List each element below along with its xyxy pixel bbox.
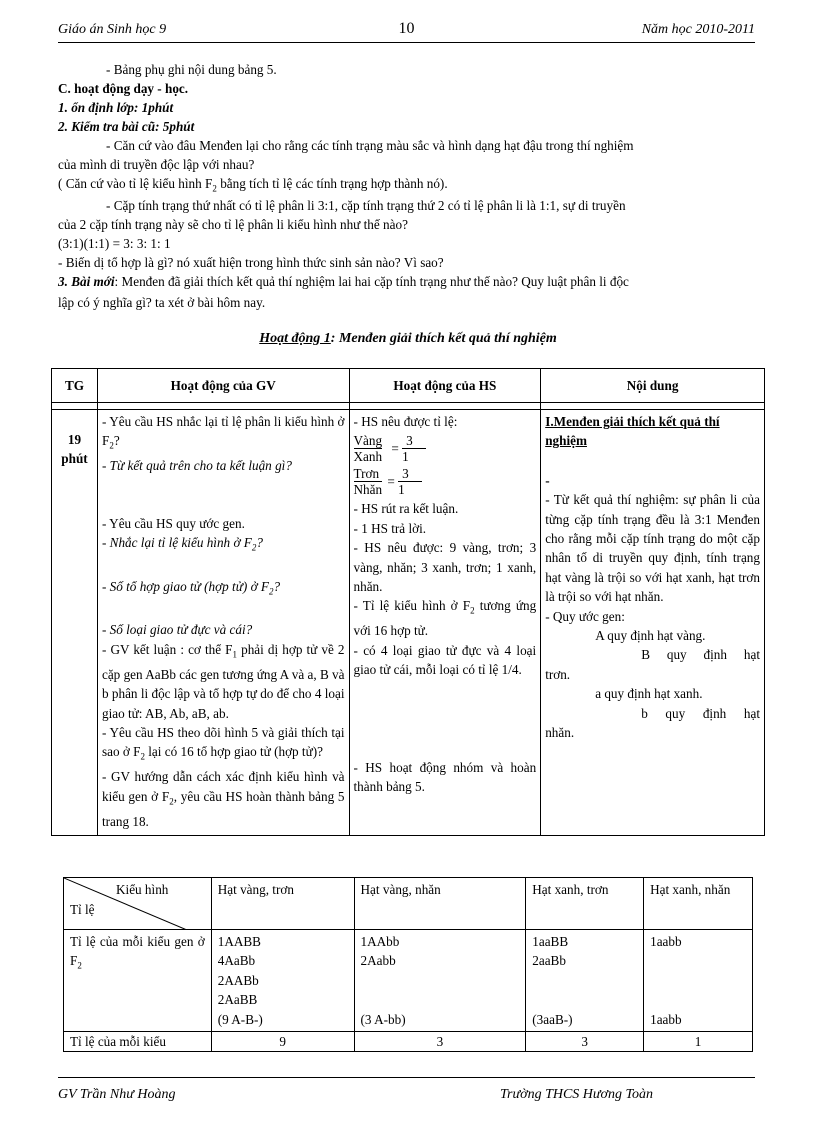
genotype-cell bbox=[526, 930, 644, 1032]
intro-line: - Căn cứ vào đâu Menđen lại cho rằng các tính trạng màu sắc và hình dạng hạt đậu trong thí nghiệm bbox=[106, 138, 634, 153]
col-header: Hạt vàng, trơn bbox=[211, 878, 354, 930]
fraction bbox=[354, 433, 383, 464]
col-header: Hạt vàng, nhăn bbox=[354, 878, 526, 930]
genotype: 1aabb bbox=[650, 934, 682, 949]
text: ( Căn cứ vào tỉ lệ kiểu hình F bbox=[58, 176, 213, 191]
col-header: Hạt xanh, nhăn bbox=[644, 878, 753, 930]
gv-line bbox=[102, 640, 345, 723]
ratio-fraction bbox=[354, 466, 537, 497]
hs-line: - HS hoạt động nhóm và hoàn thành bảng 5. bbox=[353, 759, 537, 795]
step-heading: 2. Kiểm tra bài cũ: 5phút bbox=[58, 119, 195, 134]
content-line: B quy định hạt bbox=[641, 647, 760, 663]
text: kiểu hình ở F bbox=[101, 414, 345, 449]
fraction bbox=[398, 466, 422, 497]
row-label bbox=[64, 930, 212, 1032]
hs-line: - có 4 loại giao tử đực và 4 loại giao tử cái, mỗi loại có tỉ lệ 1/4. bbox=[353, 642, 537, 678]
content-line: b quy định hạt bbox=[641, 705, 760, 721]
fraction: = bbox=[391, 441, 399, 457]
genotype: 2Aabb bbox=[360, 953, 396, 969]
genotype-sum: (3aaB-) bbox=[532, 1011, 573, 1027]
header-year: Năm học 2010-2011 bbox=[641, 22, 755, 37]
time-unit: phút bbox=[61, 451, 88, 467]
gv-line bbox=[102, 723, 345, 767]
step-heading: 3. Bài mới bbox=[58, 274, 115, 289]
genotype: 2AABb bbox=[217, 972, 259, 988]
text: : Menđen đã giải thích kết quả thí nghiệm lai hai cặp tính trạng như thế nào? Quy luật phân li độc bbox=[114, 274, 629, 289]
text: ? bbox=[256, 535, 263, 551]
fraction bbox=[354, 466, 383, 497]
genotype-cell bbox=[354, 930, 526, 1032]
subscript: 2 bbox=[212, 183, 217, 194]
denominator: Nhăn bbox=[353, 482, 383, 498]
intro-line: của 2 cặp tính trạng này sẽ cho tỉ lệ phân li kiểu hình như thế nào? bbox=[58, 217, 408, 232]
content-dash: - bbox=[545, 472, 550, 488]
content-cell bbox=[541, 410, 765, 836]
genotype: 2aaBb bbox=[532, 953, 566, 969]
col-header: Hoạt động của GV bbox=[97, 369, 349, 403]
text: - Yêu cầu HS theo dõi hình 5 và giải thích tại sao ở F bbox=[101, 725, 345, 760]
header-subject: Giáo án Sinh học 9 bbox=[58, 22, 167, 37]
gv-line: - Yêu cầu HS quy ước gen. bbox=[101, 515, 245, 531]
page-number: 10 bbox=[398, 20, 415, 37]
gv-line: - Số loại giao tử đực và cái? bbox=[101, 622, 253, 638]
text: ? bbox=[273, 579, 281, 595]
content-line: nhăn. bbox=[545, 725, 575, 741]
subscript: 2 bbox=[268, 586, 274, 597]
text: tương ứng với 16 hợp tử. bbox=[353, 598, 537, 639]
numerator: 3 bbox=[402, 433, 426, 449]
genotype-sum: (9 A-B-) bbox=[217, 1011, 263, 1027]
activity-table bbox=[51, 368, 765, 836]
content-line: trơn. bbox=[545, 666, 571, 682]
genotype: 1AABB bbox=[217, 934, 261, 949]
footer-teacher: GV Trần Như Hoàng bbox=[58, 1087, 176, 1102]
subscript: 2 bbox=[77, 961, 82, 972]
ratio-cell: 3 bbox=[354, 1032, 526, 1052]
intro-line bbox=[58, 272, 755, 291]
hs-line: - HS rút ra kết luận. bbox=[353, 501, 459, 517]
intro-line: - Biến dị tổ hợp là gì? nó xuất hiện trong hình thức sinh sản nào? Vì sao? bbox=[58, 255, 444, 270]
denominator: 1 bbox=[398, 482, 405, 498]
corner-cell bbox=[64, 878, 212, 930]
text: bằng tích tỉ lệ các tính trạng hợp thành nó). bbox=[216, 176, 448, 191]
hs-line: - HS nêu được: 9 vàng, trơn; 3 vàng, nhăn; 3 xanh, trơn; 1 xanh, nhăn. bbox=[353, 540, 537, 595]
subscript: 1 bbox=[232, 649, 238, 660]
intro-line: của mình di truyền độc lập với nhau? bbox=[58, 157, 255, 172]
subscript: 2 bbox=[251, 542, 257, 553]
subscript: 2 bbox=[109, 441, 114, 452]
content-line: - Quy ước gen: bbox=[545, 608, 625, 624]
intro-line: (3:1)(1:1) = 3: 3: 1: 1 bbox=[58, 236, 171, 251]
row-label: Tỉ lệ của mỗi kiểu bbox=[64, 1032, 212, 1052]
text: - GV hướng dẫn cách xác định kiểu hình và kiểu gen ở F bbox=[101, 769, 345, 804]
page-footer bbox=[58, 1077, 755, 1108]
ratio-fraction bbox=[354, 433, 537, 464]
col-header: Hạt xanh, trơn bbox=[526, 878, 644, 930]
teacher-activity bbox=[97, 410, 349, 836]
content-title: I.Menđen giải thích kết quả thí nghiệm bbox=[545, 414, 720, 449]
text: - Tỉ lệ kiểu hình ở F bbox=[353, 598, 471, 614]
genotype-sum: 1aabb bbox=[650, 1011, 682, 1027]
content-line: a quy định hạt xanh. bbox=[595, 686, 703, 702]
hs-line: - HS nêu được tỉ lệ: bbox=[353, 414, 458, 429]
ratio-cell: 9 bbox=[211, 1032, 354, 1052]
genotype: 1AAbb bbox=[360, 934, 400, 949]
denominator: 1 bbox=[402, 449, 409, 465]
ratio-cell: 1 bbox=[644, 1032, 753, 1052]
step-heading: 1. ổn định lớp: 1phút bbox=[58, 100, 174, 115]
subscript: 2 bbox=[140, 752, 145, 763]
text: lại có 16 tổ hợp giao tử (hợp tử)? bbox=[144, 744, 323, 760]
student-activity bbox=[349, 410, 541, 836]
fraction: = bbox=[387, 474, 395, 490]
fraction bbox=[402, 433, 426, 464]
genotype: 2AaBB bbox=[217, 992, 258, 1008]
intro-line: lập có ý nghĩa gì? ta xét ở bài hôm nay. bbox=[58, 295, 266, 310]
genotype: 4AaBb bbox=[217, 953, 256, 969]
numerator: Vàng bbox=[353, 433, 383, 449]
gv-line bbox=[102, 577, 345, 602]
content-line: - Từ kết quả thí nghiệm: sự phân li của từng cặp tính trạng đều là 3:1 Menđen cho rằng mỗi cặp tính trạng do một cặp nhân tố di truyền quy định, tính trạng hạt vàng là trội so với hạt xanh, hạt trơn là trội so với hạt nhăn. bbox=[545, 492, 760, 605]
col-header: TG bbox=[52, 369, 98, 403]
text: ? bbox=[113, 433, 120, 449]
activity-title bbox=[0, 331, 816, 347]
numerator: 3 bbox=[398, 466, 422, 482]
numerator: Trơn bbox=[354, 466, 383, 482]
footer-school: Trường THCS Hương Toàn bbox=[500, 1087, 654, 1102]
text: Tỉ lệ của mỗi kiểu gen ở F bbox=[70, 934, 205, 969]
text: - Nhắc lại tỉ lệ kiểu hình ở F bbox=[101, 535, 252, 551]
gv-line bbox=[102, 533, 345, 558]
denominator: Xanh bbox=[353, 449, 383, 465]
text: phải dị hợp tử về 2 cặp gen AaBb các gen tương ứng A và a, B và b phân li độc lập và tổ hợp tự do để cho 4 loại giao tử: AB, Ab, aB, ab. bbox=[101, 641, 345, 721]
corner-bottom-label: Tỉ lệ bbox=[70, 902, 95, 917]
subscript: 2 bbox=[169, 796, 174, 807]
content-line: A quy định hạt vàng. bbox=[595, 628, 706, 644]
time-value: 19 bbox=[67, 432, 82, 447]
hs-line: - 1 HS trả lời. bbox=[353, 520, 427, 536]
intro-line bbox=[58, 174, 755, 199]
col-header: Hoạt động của HS bbox=[349, 369, 541, 403]
subscript: 2 bbox=[470, 606, 475, 617]
gv-line bbox=[102, 412, 345, 456]
corner-top-label: Kiểu hình bbox=[116, 882, 169, 897]
text: - Số tổ hợp giao tử (hợp tử) ở F bbox=[101, 579, 269, 595]
ratio-cell: 3 bbox=[526, 1032, 644, 1052]
time-cell bbox=[52, 410, 98, 836]
section-heading: C. hoạt động dạy - học. bbox=[58, 81, 189, 96]
genotype: 1aaBB bbox=[532, 934, 569, 949]
hs-line bbox=[354, 596, 537, 640]
genotype-sum: (3 A-bb) bbox=[360, 1011, 406, 1027]
text: - Yêu cầu HS nhắc lại tỉ lệ phân li bbox=[101, 414, 282, 429]
intro-line: - Cặp tính trạng thứ nhất có tỉ lệ phân li 3:1, cặp tính trạng thứ 2 có tỉ lệ phân li là 1:1, sự di truyền bbox=[106, 198, 626, 213]
intro-line: - Bảng phụ ghi nội dung bảng 5. bbox=[106, 62, 277, 77]
col-header: Nội dung bbox=[541, 369, 765, 403]
activity-text: : Menđen giải thích kết quả thí nghiệm bbox=[330, 331, 557, 346]
text: , yêu cầu HS hoàn thành bảng 5 trang 18. bbox=[101, 788, 345, 829]
gv-line: - Từ kết quả trên cho ta kết luận gì? bbox=[101, 458, 292, 474]
gv-line bbox=[102, 767, 345, 831]
text: - GV kết luận : cơ thể F bbox=[101, 641, 233, 657]
genotype-cell bbox=[211, 930, 354, 1032]
activity-label: Hoạt động 1 bbox=[259, 331, 331, 346]
genotype-cell bbox=[644, 930, 753, 1032]
page-header bbox=[58, 20, 755, 43]
genotype-table bbox=[63, 877, 753, 1052]
